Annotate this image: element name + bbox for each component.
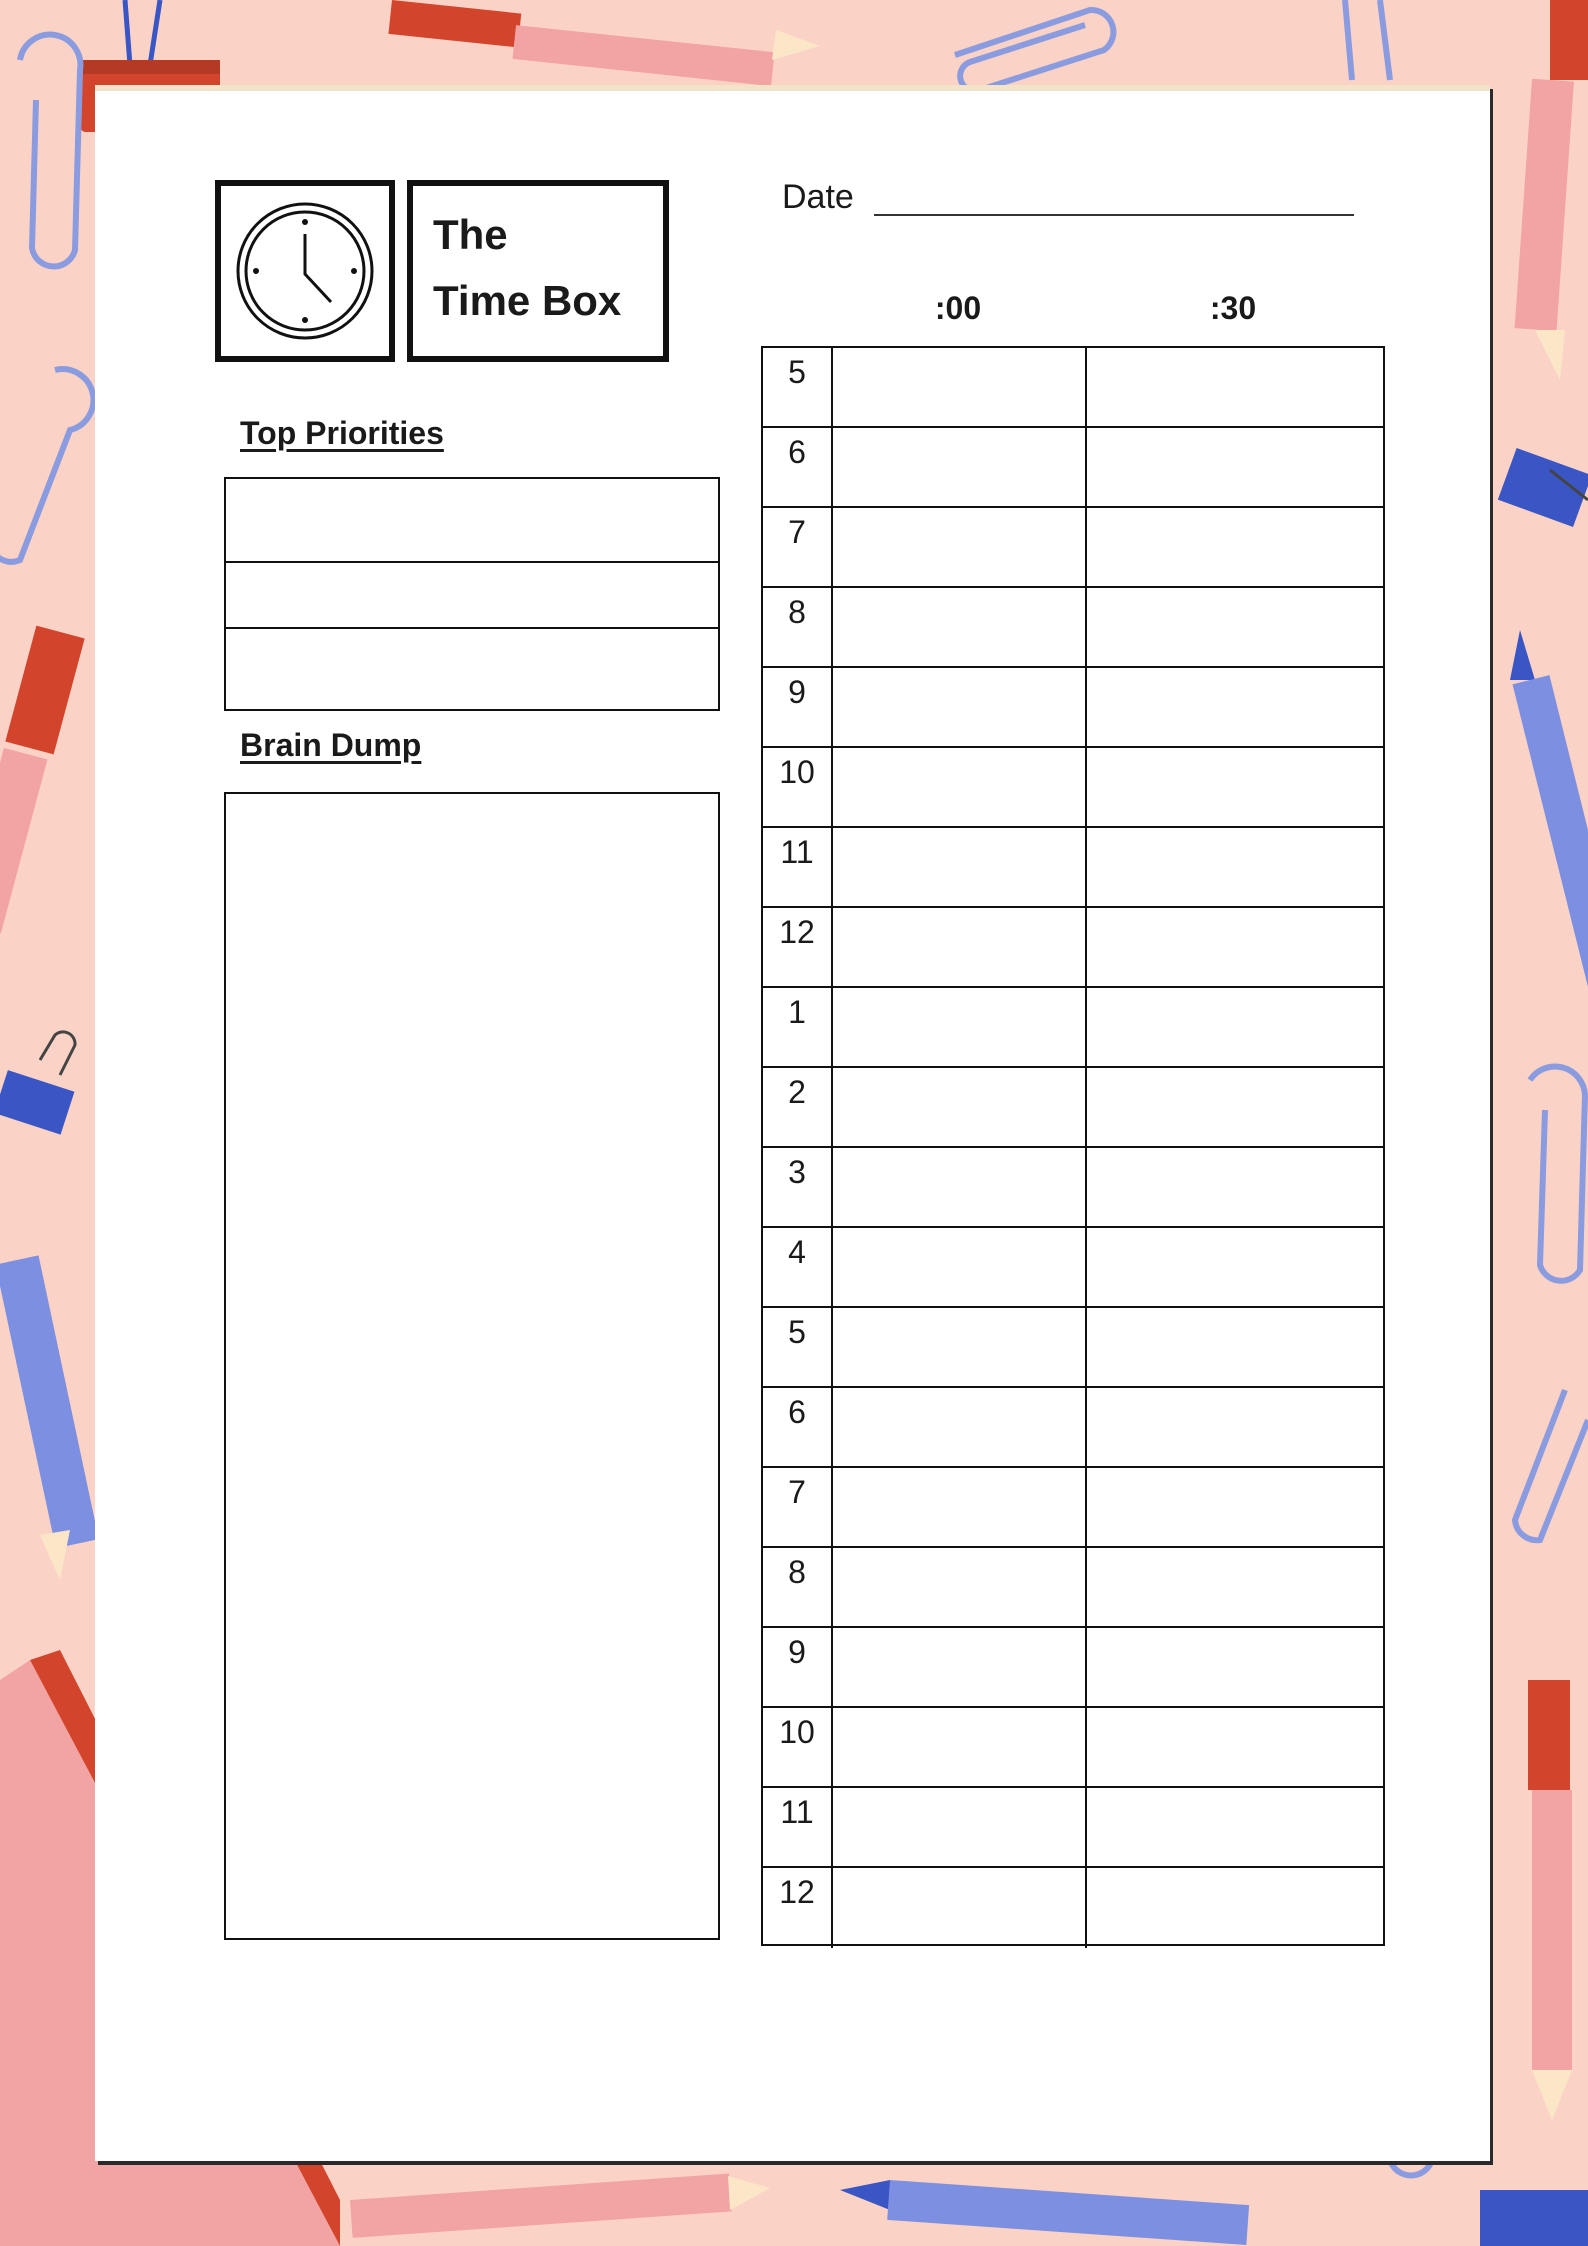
time-slot-00[interactable] [833, 1708, 1087, 1786]
pencil-icon [388, 0, 820, 86]
schedule-row [763, 668, 1383, 748]
time-slot-30[interactable] [1087, 1308, 1383, 1386]
schedule-row [763, 1308, 1383, 1388]
schedule-row [763, 988, 1383, 1068]
time-slot-30[interactable] [1087, 1628, 1383, 1706]
binder-clip-icon [1498, 448, 1588, 527]
title-line-1: The [433, 211, 508, 258]
schedule-row [763, 1468, 1383, 1548]
schedule-row [763, 1708, 1383, 1788]
pencil-icon [1528, 1680, 1572, 2120]
time-slot-30[interactable] [1087, 1228, 1383, 1306]
time-slot-30[interactable] [1087, 1788, 1383, 1866]
time-slot-30[interactable] [1087, 1548, 1383, 1626]
schedule-row [763, 508, 1383, 588]
pen-icon [0, 1255, 99, 1580]
time-slot-00[interactable] [833, 1068, 1087, 1146]
pencil-icon [350, 2173, 770, 2237]
schedule-row [763, 1788, 1383, 1868]
hour-label: 6 [763, 428, 833, 506]
hour-label: 8 [763, 1548, 833, 1626]
title-box [407, 180, 669, 362]
time-slot-30[interactable] [1087, 508, 1383, 586]
time-slot-30[interactable] [1087, 1148, 1383, 1226]
hour-label: 11 [763, 1788, 833, 1866]
brain-dump-box[interactable] [224, 792, 720, 1940]
time-slot-00[interactable] [833, 1148, 1087, 1226]
time-slot-00[interactable] [833, 748, 1087, 826]
schedule-row [763, 1388, 1383, 1468]
time-slot-30[interactable] [1087, 908, 1383, 986]
hour-label: 3 [763, 1148, 833, 1226]
time-slot-30[interactable] [1087, 828, 1383, 906]
schedule-row [763, 1148, 1383, 1228]
top-priorities-box [224, 477, 720, 711]
column-header-30: :30 [1209, 290, 1257, 326]
time-slot-30[interactable] [1087, 1388, 1383, 1466]
title-line-2: Time Box [433, 277, 622, 324]
time-slot-00[interactable] [833, 1548, 1087, 1626]
time-slot-30[interactable] [1087, 1708, 1383, 1786]
clock-icon [221, 186, 389, 356]
pen-icon [1510, 630, 1588, 1005]
hour-label: 1 [763, 988, 833, 1066]
hour-label: 5 [763, 1308, 833, 1386]
time-slot-30[interactable] [1087, 988, 1383, 1066]
hour-label: 7 [763, 508, 833, 586]
schedule-row [763, 1868, 1383, 1948]
priority-row[interactable] [226, 479, 718, 563]
time-slot-30[interactable] [1087, 428, 1383, 506]
pen-icon [840, 2180, 1588, 2246]
hour-label: 10 [763, 748, 833, 826]
schedule-row [763, 348, 1383, 428]
column-header-00: :00 [934, 290, 982, 326]
time-slot-00[interactable] [833, 1388, 1087, 1466]
time-slot-00[interactable] [833, 988, 1087, 1066]
time-slot-30[interactable] [1087, 668, 1383, 746]
time-slot-00[interactable] [833, 1868, 1087, 1948]
time-slot-00[interactable] [833, 428, 1087, 506]
hour-label: 12 [763, 908, 833, 986]
pencil-icon [0, 626, 85, 934]
time-slot-00[interactable] [833, 508, 1087, 586]
time-slot-30[interactable] [1087, 588, 1383, 666]
time-slot-00[interactable] [833, 908, 1087, 986]
time-slot-00[interactable] [833, 1468, 1087, 1546]
time-slot-00[interactable] [833, 1628, 1087, 1706]
time-slot-30[interactable] [1087, 1468, 1383, 1546]
hour-label: 10 [763, 1708, 833, 1786]
hour-label: 8 [763, 588, 833, 666]
time-slot-00[interactable] [833, 1308, 1087, 1386]
pen-icon [1515, 0, 1588, 380]
time-slot-30[interactable] [1087, 348, 1383, 426]
time-slot-00[interactable] [833, 828, 1087, 906]
date-label: Date [782, 178, 854, 216]
hour-label: 6 [763, 1388, 833, 1466]
schedule-grid [761, 346, 1385, 1946]
hour-label: 2 [763, 1068, 833, 1146]
time-slot-00[interactable] [833, 588, 1087, 666]
time-slot-00[interactable] [833, 1228, 1087, 1306]
hour-label: 12 [763, 1868, 833, 1948]
schedule-row [763, 1068, 1383, 1148]
schedule-row [763, 748, 1383, 828]
schedule-row [763, 588, 1383, 668]
time-slot-00[interactable] [833, 348, 1087, 426]
time-slot-30[interactable] [1087, 1068, 1383, 1146]
schedule-row [763, 1628, 1383, 1708]
priority-row[interactable] [226, 563, 718, 629]
time-slot-00[interactable] [833, 1788, 1087, 1866]
schedule-row [763, 828, 1383, 908]
hour-label: 9 [763, 1628, 833, 1706]
time-slot-30[interactable] [1087, 748, 1383, 826]
hour-label: 7 [763, 1468, 833, 1546]
clock-box [215, 180, 395, 362]
hour-label: 11 [763, 828, 833, 906]
binder-clip-icon [0, 1032, 75, 1135]
brain-dump-label: Brain Dump [240, 727, 422, 763]
schedule-row [763, 908, 1383, 988]
time-slot-30[interactable] [1087, 1868, 1383, 1948]
time-slot-00[interactable] [833, 668, 1087, 746]
date-input-line[interactable] [874, 214, 1354, 216]
schedule-row [763, 1548, 1383, 1628]
schedule-row [763, 428, 1383, 508]
hour-label: 9 [763, 668, 833, 746]
schedule-row [763, 1228, 1383, 1308]
hour-label: 4 [763, 1228, 833, 1306]
top-priorities-label: Top Priorities [240, 415, 444, 451]
priority-row[interactable] [226, 629, 718, 709]
hour-label: 5 [763, 348, 833, 426]
